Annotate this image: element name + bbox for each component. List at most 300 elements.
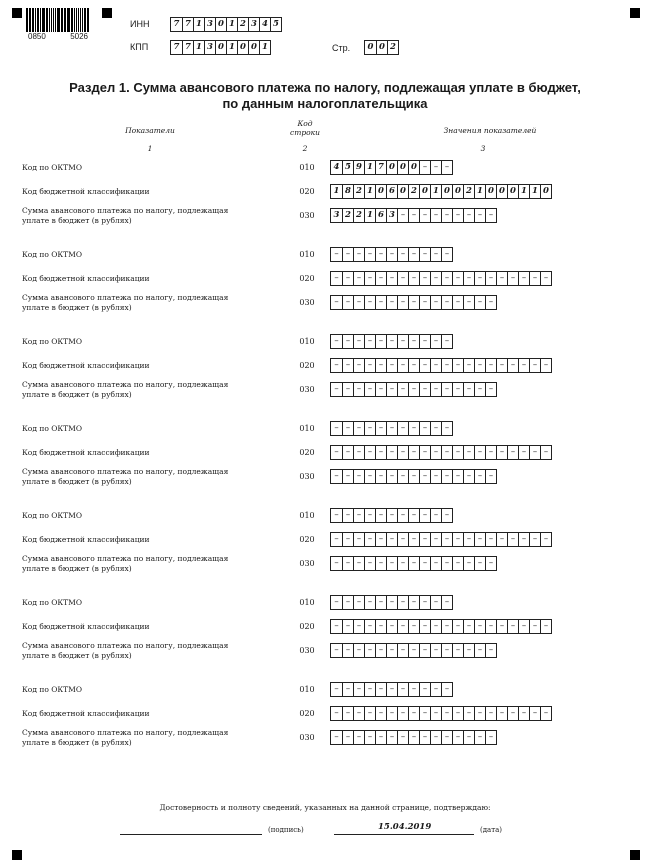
oktmo-cell: – [408, 248, 419, 261]
inn-cell: 4 [259, 18, 270, 31]
kbk-cell: – [342, 707, 353, 720]
oktmo-cell: – [334, 510, 339, 520]
registration-marker-top-left [12, 8, 22, 18]
oktmo-cell: – [353, 248, 364, 261]
sum-cell: – [452, 470, 463, 483]
sum-cell: – [419, 644, 430, 657]
oktmo-cell: – [375, 509, 386, 522]
sum-cell: – [342, 470, 353, 483]
kbk-cell: – [419, 272, 430, 285]
sum-row-code: 030 [299, 733, 315, 742]
kpp-cell: 1 [193, 41, 204, 54]
oktmo-cell: – [419, 161, 430, 174]
sum-cell: – [408, 470, 419, 483]
kbk-cell: – [364, 620, 375, 633]
section-title-line2: по данным налогоплательщика [222, 96, 428, 111]
sum-label-line1: Сумма авансового платежа по налогу, подлежащая [22, 380, 229, 389]
sum-cell: – [397, 470, 408, 483]
sum-cell: – [485, 470, 496, 483]
sum-cell: – [342, 296, 353, 309]
kbk-cell: – [334, 708, 339, 718]
kbk-cell: – [485, 272, 496, 285]
kbk-cell: – [375, 620, 386, 633]
kbk-cell: 1 [364, 185, 375, 198]
sum-cell: – [441, 731, 452, 744]
oktmo-cell: 4 [333, 162, 340, 172]
oktmo-cell: – [353, 335, 364, 348]
sum-cell: – [386, 470, 397, 483]
kbk-cell: 2 [408, 185, 419, 198]
sum-field[interactable] [330, 469, 497, 484]
kbk-cell: – [452, 533, 463, 546]
oktmo-row-code: 010 [299, 424, 315, 433]
kbk-cell: – [529, 272, 540, 285]
oktmo-cell: 7 [375, 161, 386, 174]
oktmo-cell: – [375, 248, 386, 261]
oktmo-cell: – [386, 248, 397, 261]
oktmo-cell: – [364, 509, 375, 522]
barcode-bar [68, 8, 70, 32]
kbk-cell: – [375, 446, 386, 459]
oktmo-cell: – [441, 596, 452, 609]
oktmo-cell: – [397, 248, 408, 261]
barcode-bar [30, 8, 31, 32]
kbk-cell: – [463, 446, 474, 459]
barcode-bar [42, 8, 43, 32]
kbk-cell: – [518, 533, 529, 546]
oktmo-cell: 9 [353, 161, 364, 174]
sum-label-line2: уплате в бюджет (в рублях) [22, 477, 132, 486]
sum-cell: – [441, 644, 452, 657]
sum-row-code: 030 [299, 211, 315, 220]
kbk-cell: – [540, 620, 551, 633]
sum-cell: – [474, 209, 485, 222]
sum-label-line2: уплате в бюджет (в рублях) [22, 390, 132, 399]
sum-label-line2: уплате в бюджет (в рублях) [22, 216, 132, 225]
kbk-cell: 1 [529, 185, 540, 198]
sum-cell: – [364, 644, 375, 657]
kbk-cell: – [474, 533, 485, 546]
oktmo-cell: – [334, 423, 339, 433]
barcode-numbers [26, 32, 90, 41]
kbk-cell: – [397, 533, 408, 546]
oktmo-cell: – [334, 336, 339, 346]
page-cell: 0 [367, 42, 374, 52]
kbk-cell: – [540, 272, 551, 285]
kbk-cell: – [342, 272, 353, 285]
column-header-indicators: Показатели [125, 126, 175, 135]
kbk-cell: – [463, 707, 474, 720]
sum-cell: – [408, 209, 419, 222]
oktmo-cell: – [386, 683, 397, 696]
oktmo-cell: 1 [364, 161, 375, 174]
kbk-field[interactable] [330, 271, 552, 286]
sum-label [22, 293, 262, 313]
sum-cell: – [353, 383, 364, 396]
column-number-2: 2 [302, 144, 308, 153]
sum-cell: – [408, 383, 419, 396]
sum-row-code: 030 [299, 559, 315, 568]
kbk-row-code: 020 [299, 448, 315, 457]
oktmo-cell: – [408, 683, 419, 696]
kbk-cell: – [441, 620, 452, 633]
sum-cell: – [441, 383, 452, 396]
sum-cell: – [397, 296, 408, 309]
kbk-cell: – [496, 620, 507, 633]
kbk-cell: – [397, 272, 408, 285]
sum-field[interactable] [330, 382, 497, 397]
sum-label [22, 467, 262, 487]
inn-label: ИНН [130, 19, 150, 29]
barcode-bar [49, 8, 50, 32]
kpp-field[interactable] [170, 40, 271, 55]
barcode-bar [32, 8, 34, 32]
kbk-cell: 0 [375, 185, 386, 198]
barcode-bar [55, 8, 56, 32]
oktmo-cell: – [364, 683, 375, 696]
kbk-cell: – [496, 533, 507, 546]
kbk-cell: – [375, 533, 386, 546]
oktmo-cell: – [419, 248, 430, 261]
section-title [0, 80, 650, 112]
sum-cell: – [334, 732, 339, 742]
sum-cell: – [430, 644, 441, 657]
kbk-cell: – [353, 533, 364, 546]
kbk-cell: – [353, 707, 364, 720]
kbk-field[interactable] [330, 445, 552, 460]
page-number-field[interactable] [364, 40, 399, 55]
sum-label [22, 380, 262, 400]
sum-cell: – [430, 209, 441, 222]
kbk-cell: – [496, 446, 507, 459]
sum-cell: 1 [364, 209, 375, 222]
kbk-cell: – [375, 359, 386, 372]
sum-cell: – [342, 557, 353, 570]
oktmo-cell: – [386, 596, 397, 609]
kbk-cell: – [408, 272, 419, 285]
kbk-cell: – [507, 272, 518, 285]
oktmo-cell: – [430, 596, 441, 609]
sum-cell: – [485, 644, 496, 657]
sum-cell: – [485, 209, 496, 222]
barcode-bar [46, 8, 48, 32]
kpp-cell: 3 [204, 41, 215, 54]
oktmo-cell: – [364, 248, 375, 261]
sum-cell: 6 [375, 209, 386, 222]
kbk-cell: – [397, 620, 408, 633]
kbk-cell: 0 [507, 185, 518, 198]
oktmo-cell: – [386, 422, 397, 435]
kbk-cell: – [485, 359, 496, 372]
oktmo-field[interactable] [330, 682, 453, 697]
kbk-cell: – [430, 620, 441, 633]
page-label: Стр. [332, 43, 351, 53]
kbk-label: Код бюджетной классификации [22, 448, 150, 457]
oktmo-field[interactable] [330, 334, 453, 349]
oktmo-label: Код по ОКТМО [22, 598, 83, 607]
kbk-cell: – [408, 533, 419, 546]
sum-cell: – [353, 296, 364, 309]
sum-cell: – [463, 644, 474, 657]
kbk-cell: – [375, 707, 386, 720]
kbk-cell: 1 [518, 185, 529, 198]
footer-statement: Достоверность и полноту сведений, указанных на данной странице, подтверждаю: [159, 803, 491, 812]
inn-cell: 1 [193, 18, 204, 31]
sum-cell: – [441, 557, 452, 570]
kbk-cell: – [452, 272, 463, 285]
barcode-bar [87, 8, 89, 32]
oktmo-cell: – [353, 683, 364, 696]
sum-cell: – [334, 645, 339, 655]
sum-field[interactable] [330, 556, 497, 571]
oktmo-label: Код по ОКТМО [22, 163, 83, 172]
sum-cell: – [452, 557, 463, 570]
kbk-cell: – [507, 359, 518, 372]
oktmo-row-code: 010 [299, 337, 315, 346]
sum-cell: – [485, 557, 496, 570]
sum-cell: – [441, 296, 452, 309]
sum-cell: 3 [386, 209, 397, 222]
kbk-cell: – [496, 272, 507, 285]
oktmo-cell: – [397, 335, 408, 348]
sum-cell: – [474, 731, 485, 744]
sum-cell: – [364, 383, 375, 396]
inn-cell: 7 [173, 19, 180, 29]
kbk-cell: 0 [441, 185, 452, 198]
signature-line[interactable] [120, 834, 262, 835]
kbk-cell: 2 [353, 185, 364, 198]
barcode-bar [82, 8, 83, 32]
sum-field[interactable] [330, 643, 497, 658]
sum-cell: – [485, 731, 496, 744]
sum-row-code: 030 [299, 472, 315, 481]
inn-cell: 2 [237, 18, 248, 31]
oktmo-cell: – [408, 509, 419, 522]
kbk-cell: – [540, 446, 551, 459]
oktmo-label: Код по ОКТМО [22, 424, 83, 433]
sum-cell: – [342, 644, 353, 657]
kbk-cell: – [452, 620, 463, 633]
kbk-cell: – [342, 533, 353, 546]
oktmo-cell: – [419, 509, 430, 522]
sum-cell: – [463, 209, 474, 222]
sum-cell: – [430, 557, 441, 570]
kbk-cell: – [342, 446, 353, 459]
sum-cell: – [386, 296, 397, 309]
barcode-bar [78, 8, 80, 32]
kbk-cell: – [474, 620, 485, 633]
column-header-values: Значения показателей [443, 126, 537, 135]
kbk-cell: – [496, 359, 507, 372]
sum-cell: – [419, 557, 430, 570]
kbk-cell: 0 [452, 185, 463, 198]
oktmo-cell: – [419, 422, 430, 435]
kbk-cell: 1 [474, 185, 485, 198]
oktmo-field[interactable] [330, 421, 453, 436]
sum-cell: – [430, 470, 441, 483]
kbk-cell: – [430, 359, 441, 372]
sum-label-line1: Сумма авансового платежа по налогу, подлежащая [22, 641, 229, 650]
sum-cell: – [397, 557, 408, 570]
oktmo-cell: – [342, 596, 353, 609]
sum-cell: – [419, 470, 430, 483]
oktmo-cell: – [364, 596, 375, 609]
sum-cell: – [452, 731, 463, 744]
oktmo-cell: – [342, 335, 353, 348]
barcode-bar [61, 8, 62, 32]
inn-cell: 3 [204, 18, 215, 31]
barcode-bar [80, 8, 81, 32]
oktmo-cell: – [419, 335, 430, 348]
sum-cell: – [485, 296, 496, 309]
column-header-code [280, 119, 330, 137]
oktmo-field[interactable] [330, 595, 453, 610]
sum-cell: – [419, 383, 430, 396]
kbk-field[interactable] [330, 619, 552, 634]
oktmo-cell: – [375, 422, 386, 435]
kbk-cell: – [518, 707, 529, 720]
oktmo-cell: – [375, 335, 386, 348]
kbk-cell: – [507, 620, 518, 633]
kbk-cell: – [529, 533, 540, 546]
sum-cell: – [474, 296, 485, 309]
kbk-cell: – [452, 707, 463, 720]
oktmo-cell: – [419, 596, 430, 609]
kbk-cell: – [485, 620, 496, 633]
kbk-cell: – [430, 446, 441, 459]
barcode-left-number: 0850 [28, 32, 46, 41]
oktmo-label: Код по ОКТМО [22, 685, 83, 694]
kbk-cell: – [353, 359, 364, 372]
kpp-cell: 7 [182, 41, 193, 54]
sum-cell: – [452, 209, 463, 222]
kbk-field[interactable] [330, 358, 552, 373]
kbk-cell: – [518, 272, 529, 285]
kbk-cell: – [430, 272, 441, 285]
sum-cell: – [408, 644, 419, 657]
sum-cell: – [419, 296, 430, 309]
kbk-cell: – [485, 533, 496, 546]
kbk-cell: – [540, 707, 551, 720]
kbk-field[interactable] [330, 184, 552, 199]
kbk-cell: 1 [333, 186, 340, 196]
kbk-cell: – [507, 446, 518, 459]
oktmo-cell: – [334, 684, 339, 694]
sum-field[interactable] [330, 208, 497, 223]
kbk-cell: – [463, 359, 474, 372]
barcode-bar [43, 8, 45, 32]
oktmo-cell: – [441, 335, 452, 348]
sum-cell: – [441, 209, 452, 222]
sum-cell: – [386, 644, 397, 657]
kbk-cell: – [441, 533, 452, 546]
kbk-cell: – [529, 707, 540, 720]
barcode-bar [67, 8, 68, 32]
sum-cell: – [419, 731, 430, 744]
sum-cell: – [463, 383, 474, 396]
kpp-cell: 1 [259, 41, 270, 54]
sum-row-code: 030 [299, 646, 315, 655]
oktmo-cell: – [441, 248, 452, 261]
kbk-cell: – [397, 707, 408, 720]
sum-cell: – [353, 557, 364, 570]
kpp-cell: 0 [248, 41, 259, 54]
kbk-cell: – [419, 533, 430, 546]
sum-label-line1: Сумма авансового платежа по налогу, подлежащая [22, 554, 229, 563]
kbk-label: Код бюджетной классификации [22, 274, 150, 283]
inn-field[interactable] [170, 17, 282, 32]
kbk-cell: – [529, 620, 540, 633]
kbk-cell: – [353, 620, 364, 633]
sum-cell: – [430, 296, 441, 309]
kbk-cell: – [419, 359, 430, 372]
oktmo-cell: 0 [397, 161, 408, 174]
sum-cell: – [342, 383, 353, 396]
oktmo-cell: – [353, 422, 364, 435]
kbk-row-code: 020 [299, 187, 315, 196]
sum-field[interactable] [330, 295, 497, 310]
signature-caption: (подпись) [268, 826, 304, 834]
kbk-cell: 0 [419, 185, 430, 198]
kbk-cell: 0 [496, 185, 507, 198]
kbk-cell: – [364, 272, 375, 285]
kbk-cell: – [386, 272, 397, 285]
kbk-cell: – [386, 707, 397, 720]
date-caption: (дата) [480, 826, 502, 834]
oktmo-cell: – [397, 422, 408, 435]
sum-field[interactable] [330, 730, 497, 745]
sum-cell: – [474, 557, 485, 570]
kbk-cell: – [463, 533, 474, 546]
column-header-code-line1: Код [297, 119, 313, 128]
kbk-cell: – [419, 446, 430, 459]
oktmo-field[interactable] [330, 508, 453, 523]
sum-cell: – [364, 470, 375, 483]
oktmo-field[interactable] [330, 160, 453, 175]
oktmo-cell: 5 [342, 161, 353, 174]
kbk-cell: – [342, 620, 353, 633]
sum-label [22, 641, 262, 661]
kbk-cell: – [364, 707, 375, 720]
sum-cell: – [364, 296, 375, 309]
oktmo-field[interactable] [330, 247, 453, 262]
sum-cell: – [474, 470, 485, 483]
kbk-cell: – [430, 707, 441, 720]
kpp-cell: 1 [226, 41, 237, 54]
kbk-cell: 0 [397, 185, 408, 198]
sum-cell: – [474, 383, 485, 396]
column-number-3: 3 [480, 144, 486, 153]
oktmo-row-code: 010 [299, 250, 315, 259]
kbk-cell: – [540, 533, 551, 546]
oktmo-label: Код по ОКТМО [22, 337, 83, 346]
date-value[interactable]: 15.04.2019 [378, 822, 432, 832]
inn-cell: 1 [226, 18, 237, 31]
barcode-bar [84, 8, 86, 32]
sum-cell: – [375, 731, 386, 744]
kbk-cell: – [419, 620, 430, 633]
kbk-field[interactable] [330, 706, 552, 721]
sum-cell: 3 [333, 210, 340, 220]
oktmo-cell: 0 [386, 161, 397, 174]
sum-label-line2: уплате в бюджет (в рублях) [22, 738, 132, 747]
barcode-bar [57, 8, 59, 32]
sum-cell: – [375, 644, 386, 657]
oktmo-cell: – [430, 161, 441, 174]
kbk-field[interactable] [330, 532, 552, 547]
kbk-cell: – [452, 359, 463, 372]
sum-cell: – [463, 470, 474, 483]
